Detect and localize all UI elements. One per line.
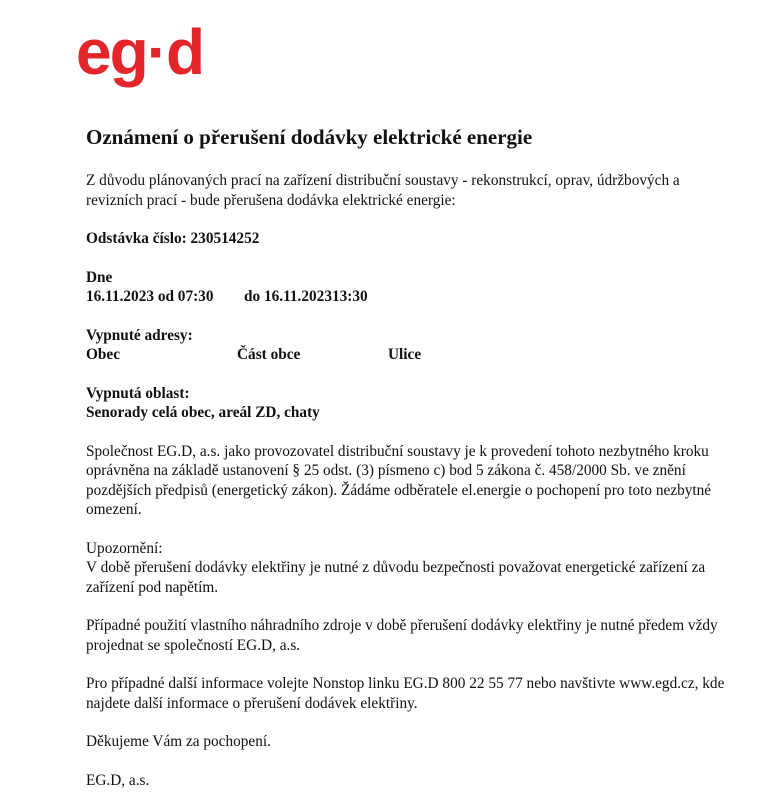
column-municipality: Obec — [86, 346, 120, 363]
affected-addresses — [86, 326, 726, 365]
column-district: Část obce — [237, 346, 301, 363]
warning-text: V době přerušení dodávky elektřiny je nutné z důvodu bezpečnosti považovat energetické zařízení za zařízení pod napětím. — [86, 559, 706, 596]
egd-logo — [76, 22, 226, 104]
date-to-time: 13:30 — [331, 288, 368, 305]
legal-paragraph: Společnost EG.D, a.s. jako provozovatel distribuční soustavy je k provedení tohoto nezbytného kroku oprávněna na základě ustanovení § 25 odst. (3) písmeno c) bod 5 zákona č. 458/2000 Sb. ve znění pozdějších předpisů (energetický zákon). Žádáme odběratele el.energie o pochopení pro toto nezbytné omezení. — [86, 442, 712, 518]
egd-logo-text: eg·d — [76, 22, 204, 88]
column-street: Ulice — [388, 346, 422, 363]
thanks-text: Děkujeme Vám za pochopení. — [86, 733, 271, 750]
dates-label: Dne — [86, 268, 113, 286]
page-title: Oznámení o přerušení dodávky elektrické energie — [86, 125, 533, 149]
affected-area — [86, 384, 726, 423]
outage-dates — [86, 268, 726, 307]
warning — [86, 539, 726, 598]
intro-text: Z důvodu plánovaných prací na zařízení distribuční soustavy - rekonstrukcí, oprav, údržbových a revizních prací - bude přerušena dodávka elektrické energie: — [86, 172, 680, 209]
addresses-label: Vypnuté adresy: — [86, 326, 193, 344]
outage-number: Odstávka číslo: 230514252 — [86, 230, 260, 247]
addresses-header — [86, 345, 726, 365]
notice-document — [86, 124, 726, 790]
date-to: do 16.11.2023 — [244, 288, 332, 305]
signature: EG.D, a.s. — [86, 771, 150, 789]
date-range — [86, 287, 726, 307]
info-paragraph: Pro případné další informace volejte Nonstop linku EG.D 800 22 55 77 nebo navštivte www.egd.cz, kde najdete další informace o přerušení dodávek elektřiny. — [86, 675, 725, 712]
area-value: Senorady celá obec, areál ZD, chaty — [86, 404, 320, 421]
warning-label: Upozornění: — [86, 539, 163, 557]
area-label: Vypnutá oblast: — [86, 384, 190, 402]
backup-source-paragraph: Případné použití vlastního náhradního zdroje v době přerušení dodávky elektřiny je nutné předem vždy projednat se společností EG.D, a.s. — [86, 617, 718, 654]
date-from: 16.11.2023 od 07:30 — [86, 288, 214, 305]
